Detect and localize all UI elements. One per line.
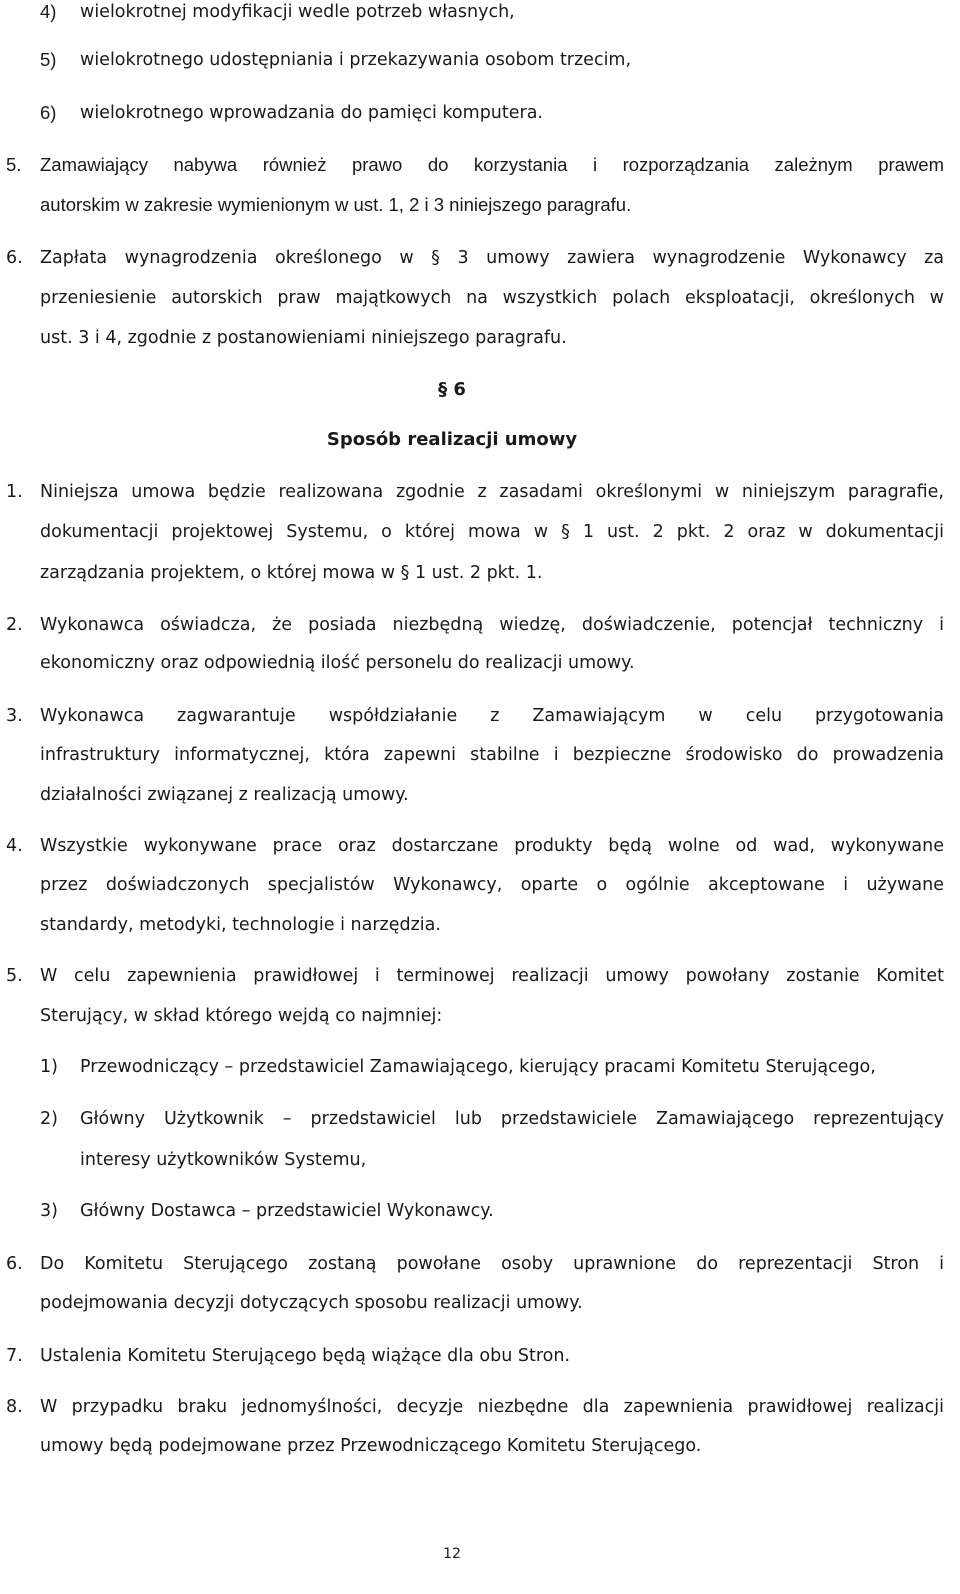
point-line: W celu zapewnienia prawidłowej i terminowej realizacji umowy powołany zostanie Komitet	[40, 966, 944, 986]
point-line: podejmowania decyzji dotyczących sposobu realizacji umowy.	[40, 1293, 583, 1313]
member-line: Główny Użytkownik – przedstawiciel lub przedstawiciele Zamawiającego reprezentujący	[80, 1109, 944, 1129]
point-line: Niniejsza umowa będzie realizowana zgodnie z zasadami określonymi w niniejszym paragrafie,	[40, 482, 944, 502]
point-number: 1.	[6, 482, 23, 502]
member-number: 1)	[40, 1057, 58, 1077]
paragraph-number: 5.	[6, 154, 22, 175]
point-line: dokumentacji projektowej Systemu, o której mowa w § 1 ust. 2 pkt. 2 oraz w dokumentacji	[40, 522, 944, 542]
list-number: 4)	[40, 1, 57, 22]
point-line: standardy, metodyki, technologie i narzędzia.	[40, 915, 441, 935]
point-number: 4.	[6, 836, 23, 856]
list-item: wielokrotnej modyfikacji wedle potrzeb własnych,	[80, 2, 515, 22]
point-line: przez doświadczonych specjalistów Wykonawcy, oparte o ogólnie akceptowane i używane	[40, 875, 944, 895]
list-number: 5)	[40, 49, 57, 70]
member-line: Przewodniczący – przedstawiciel Zamawiającego, kierujący pracami Komitetu Sterującego,	[80, 1057, 876, 1077]
point-line: Sterujący, w skład którego wejdą co najmniej:	[40, 1006, 443, 1026]
point-number: 6.	[6, 1254, 23, 1274]
point-number: 7.	[6, 1346, 23, 1366]
list-item: wielokrotnego udostępniania i przekazywania osobom trzecim,	[80, 50, 632, 70]
member-line: interesy użytkowników Systemu,	[80, 1150, 367, 1170]
point-line: infrastruktury informatycznej, która zapewni stabilne i bezpieczne środowisko do prowadzenia	[40, 745, 944, 765]
member-line: Główny Dostawca – przedstawiciel Wykonawcy.	[80, 1201, 494, 1221]
point-line: ekonomiczny oraz odpowiednią ilość personelu do realizacji umowy.	[40, 653, 635, 673]
paragraph-line: Zamawiający nabywa również prawo do korzystania i rozporządzania zależnym prawem	[40, 154, 944, 175]
point-line: W przypadku braku jednomyślności, decyzje niezbędne dla zapewnienia prawidłowej realizacji	[40, 1397, 944, 1417]
paragraph-line: przeniesienie autorskich praw majątkowych na wszystkich polach eksploatacji, określonych w	[40, 288, 944, 308]
section-title: Sposób realizacji umowy	[326, 429, 578, 450]
paragraph-line: autorskim w zakresie wymienionym w ust. 1, 2 i 3 niniejszego paragrafu.	[40, 194, 632, 215]
point-line: działalności związanej z realizacją umowy.	[40, 785, 409, 805]
point-line: Do Komitetu Sterującego zostaną powołane osoby uprawnione do reprezentacji Stron i	[40, 1254, 944, 1274]
paragraph-line: Zapłata wynagrodzenia określonego w § 3 umowy zawiera wynagrodzenie Wykonawcy za	[40, 248, 944, 268]
member-number: 3)	[40, 1201, 58, 1221]
point-line: umowy będą podejmowane przez Przewodniczącego Komitetu Sterującego.	[40, 1436, 702, 1456]
point-number: 3.	[6, 706, 23, 726]
member-number: 2)	[40, 1109, 58, 1129]
section-number: § 6	[438, 379, 466, 400]
point-line: Wykonawca zagwarantuje współdziałanie z Zamawiającym w celu przygotowania	[40, 706, 944, 726]
point-number: 2.	[6, 615, 23, 635]
paragraph-line: ust. 3 i 4, zgodnie z postanowieniami niniejszego paragrafu.	[40, 328, 567, 348]
point-line: zarządzania projektem, o której mowa w § 1 ust. 2 pkt. 1.	[40, 563, 543, 583]
point-number: 5.	[6, 966, 23, 986]
page-number: 12	[443, 1546, 461, 1562]
paragraph-number: 6.	[6, 248, 23, 268]
point-line: Ustalenia Komitetu Sterującego będą wiążące dla obu Stron.	[40, 1346, 571, 1366]
point-line: Wykonawca oświadcza, że posiada niezbędną wiedzę, doświadczenie, potencjał techniczny i	[40, 615, 944, 635]
list-item: wielokrotnego wprowadzania do pamięci komputera.	[80, 103, 543, 123]
point-number: 8.	[6, 1397, 23, 1417]
point-line: Wszystkie wykonywane prace oraz dostarczane produkty będą wolne od wad, wykonywane	[40, 836, 944, 856]
list-number: 6)	[40, 102, 57, 123]
